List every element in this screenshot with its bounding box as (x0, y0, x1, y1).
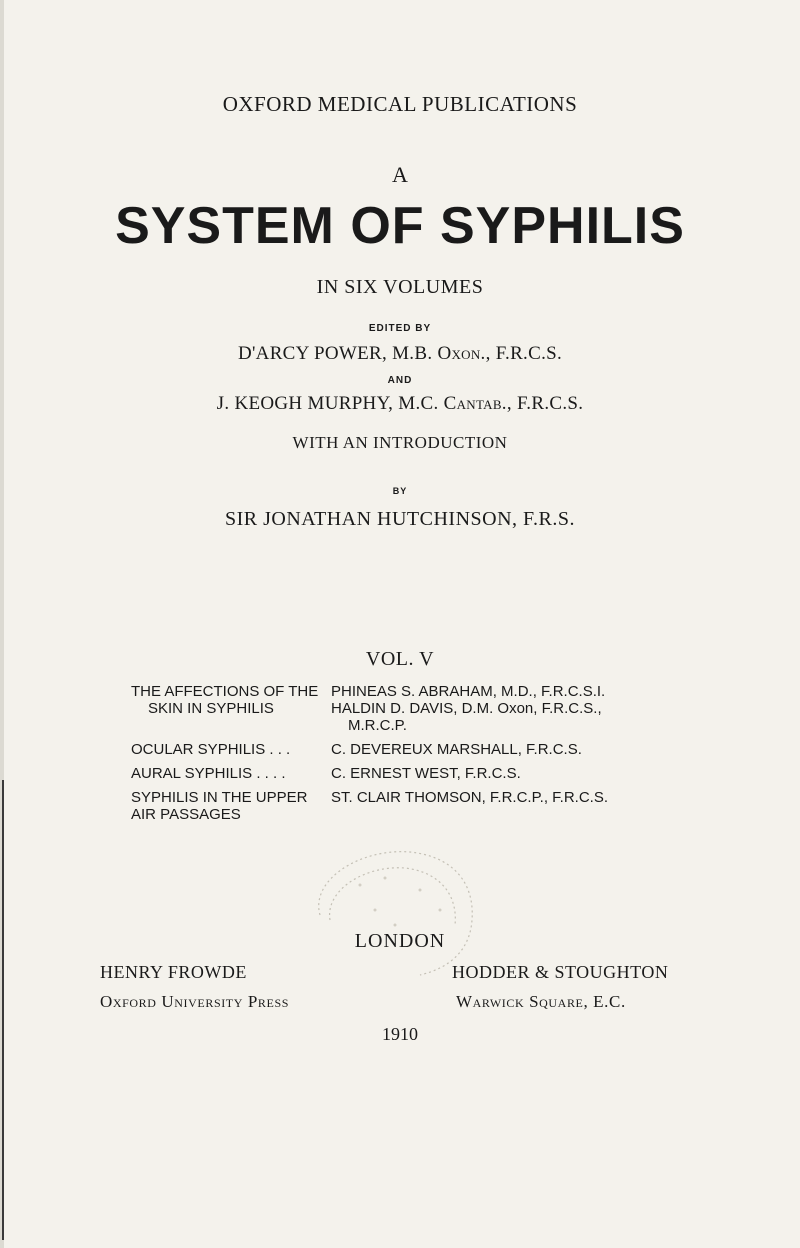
contents-author: C. ERNEST WEST, F.R.C.S. (331, 765, 521, 782)
publisher-left: HENRY FROWDE (100, 962, 247, 982)
introduction-label: WITH AN INTRODUCTION (292, 433, 508, 452)
editor-1 (0, 343, 800, 365)
editor-2 (0, 393, 800, 415)
volumes-note: IN SIX VOLUMES (316, 276, 484, 298)
address-right: Warwick Square, E.C. (456, 992, 626, 1011)
editor-1-name: D'ARCY POWER, M.B. (237, 343, 433, 364)
library-stamp-icon (300, 840, 500, 980)
series-title: OXFORD MEDICAL PUBLICATIONS (222, 92, 578, 116)
editor-2-university: Cantab. (443, 393, 507, 414)
binding-edge (2, 780, 4, 1240)
contents-subject: AURAL SYPHILIS . . . . (131, 765, 286, 782)
contents-subject: SYPHILIS IN THE UPPER (131, 789, 308, 806)
contents-author: ST. CLAIR THOMSON, F.R.C.P., F.R.C.S. (331, 789, 608, 806)
editor-1-suffix: , F.R.C.S. (485, 343, 563, 364)
title-article: A (392, 162, 408, 187)
volume-number: VOL. V (365, 648, 435, 670)
editor-1-university: Oxon. (437, 343, 486, 364)
contents-author: M.R.C.P. (348, 717, 407, 734)
contents-subject: SKIN IN SYPHILIS (148, 700, 274, 717)
publication-year: 1910 (382, 1024, 418, 1044)
edited-by-label: EDITED BY (368, 323, 432, 334)
book-title: SYSTEM OF SYPHILIS (115, 197, 685, 255)
editor-2-name: J. KEOGH MURPHY, M.C. (216, 393, 439, 414)
and-label: AND (387, 375, 413, 386)
publication-place: LONDON (354, 930, 446, 952)
contents-subject: OCULAR SYPHILIS . . . (131, 741, 291, 758)
contents-author: PHINEAS S. ABRAHAM, M.D., F.R.C.S.I. (331, 683, 606, 700)
contents-subject: AIR PASSAGES (131, 806, 241, 823)
publisher-right: HODDER & STOUGHTON (452, 962, 669, 982)
contents-subject: THE AFFECTIONS OF THE (131, 683, 319, 700)
by-label: BY (392, 486, 408, 496)
contents-author: HALDIN D. DAVIS, D.M. Oxon, F.R.C.S., (331, 700, 602, 717)
address-left: Oxford University Press (100, 992, 289, 1011)
editor-2-suffix: , F.R.C.S. (506, 393, 584, 414)
introducer-name: SIR JONATHAN HUTCHINSON, F.R.S. (224, 508, 576, 530)
contents-author: C. DEVEREUX MARSHALL, F.R.C.S. (331, 741, 582, 758)
